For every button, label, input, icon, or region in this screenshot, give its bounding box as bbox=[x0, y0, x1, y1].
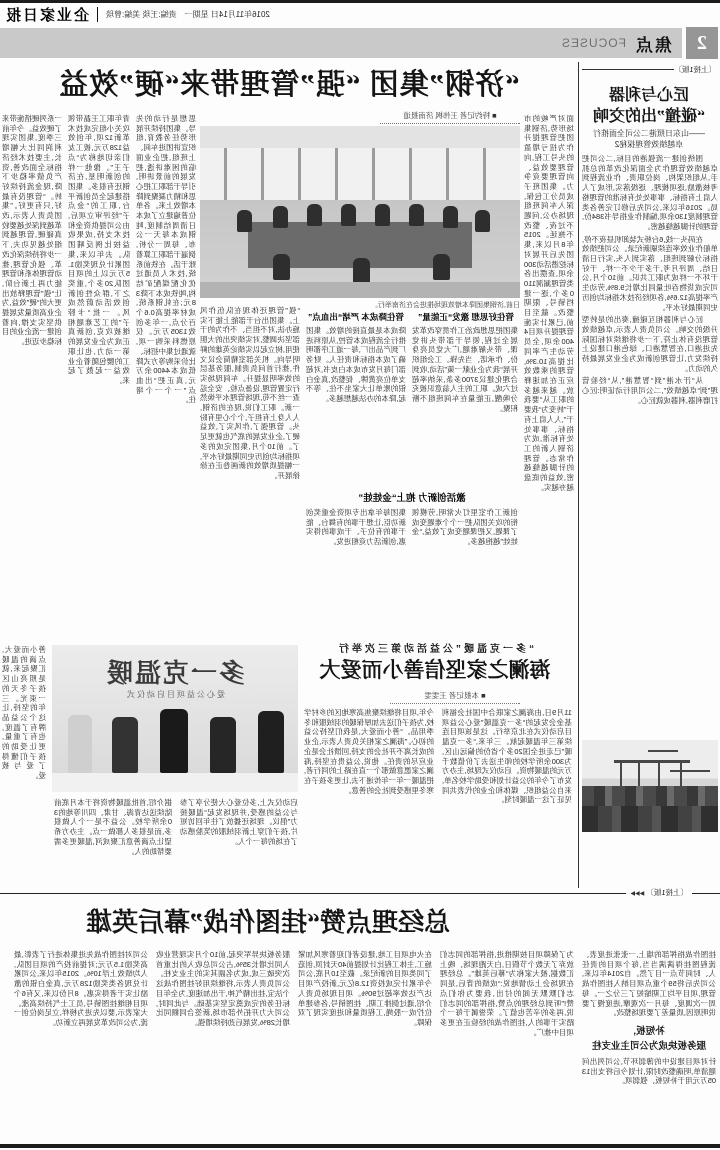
main-subhead-3: 激活创新力 抱上“金娃娃” bbox=[358, 493, 466, 504]
main-column: 青年职工王磊带领攻关小组完成技术革新12项,年创效益128万元,被工友们亲切地称为“点子王”。像他一样的创新明星,在济钢还有很多。集团搭建起全员创新平台,职工的“金点子”经评审立项后,由公司提供资金和技术支持,成果收益按比例反哺团队。去年以来,集团累计兑现奖励1.5万元以上的项目团队20多个,重奖之下,群众性创新创效活动蔚然成风。一批“卡脖子”的工艺难题相继被攻克,创新真正成为企业发展的第一动力,也让职工的腰包随着企业效益一起鼓了起来。 bbox=[68, 114, 130, 385]
bottom-continued-label: 〔上接1版〕 bbox=[646, 888, 688, 897]
main-column: 集团把思想政治工作贯穿改革发展全过程,领导干部带头讲党课、带头解难题,广大党员亮身份、作承诺、当先锋。工会组织开展“我为企业献一策”活动,收到合理化建议3700多条,采纳率超过六成。职工的主人翁意识被充分唤醒,正能量在车间班组不断积聚。 bbox=[412, 326, 518, 413]
person-silhouette bbox=[375, 204, 390, 226]
bottom-headline: 总经理点赞“挂图作战”幕后英雄 bbox=[86, 908, 451, 937]
hla-kicker: “多一克温暖”公益活动第三次举行 bbox=[336, 644, 534, 655]
crane-leg bbox=[620, 760, 622, 786]
sidebar-paragraph: 围绕创建一流强港的目标,二公司把卓越绩效管理作为全面深化改革的总抓手,从组织架构、岗位职责、作业流程到考核激励,逐项梳理、逐级落实,形成了人人肩上有指标、事事处处有标准的管理格局。2016年以来,公司先后修订完善各类管理制度130余项,编制作业指导书384份,管理的针脚越缝越密。 bbox=[582, 154, 718, 231]
main-headline: “济钢”集团 “强”管理带来“硬”效益 bbox=[58, 69, 520, 101]
hla-column: 善小而爱大,点滴的温暖汇聚起来,就是照亮山区孩子冬天的一束光。三年的坚持,让这个公益品牌有了温度,也有了重量,更让受助的孩子们懂得了爱与被爱。 bbox=[2, 645, 46, 781]
masthead-divider bbox=[97, 7, 98, 22]
sidebar-paragraph: 匠心与利器相互碰撞,奏出的是转型升级的交响。公司负责人表示,卓越绩效管理没有休止符,下一步将继续对标国际先进港口,在智慧港口、绿色港口建设上持续发力,让管理创新成为企业发展最持久的动力。 bbox=[582, 315, 718, 373]
bottom-column-5: 公司对挂图作战先进集体进行了表彰,最高奖励1.5万元;对提前投产的项目团队,人均绩效上浮10%。2015年以来,公司累计兑现各类奖励128万元,真金白银的激励让实干者得实惠。8月份以来,又有6个项目相继挂图销号,员工士气持续高涨。大家表示,要以先进为榜样,立足岗位创一流,为公司改革发展再立新功。 bbox=[14, 950, 148, 1027]
masthead-date: 2016年11月14日 星期一 bbox=[184, 9, 270, 19]
person-silhouette bbox=[433, 254, 450, 280]
masthead-editors: 责编:王琰 美编:曾琰 bbox=[106, 9, 177, 19]
person-silhouette bbox=[258, 711, 284, 773]
main-subhead-2: 管住降成本 严堵“出血点” bbox=[308, 312, 404, 322]
person-silhouette bbox=[273, 254, 290, 280]
person-silhouette bbox=[210, 717, 236, 773]
sidebar-headline-line2: “碰撞”出的交响 bbox=[593, 108, 706, 125]
crane-leg bbox=[680, 760, 682, 786]
stage-backdrop-subtitle: 爱心公益项目启动仪式 bbox=[125, 690, 225, 699]
main-byline: ■ 特约记者 王伟枫 济南报道 bbox=[380, 110, 520, 124]
hla-byline: ■ 本报记者 王雯雯 bbox=[390, 690, 520, 704]
sidebar-paragraph: 从“汗水港”到“智慧港”,从“经验管理”到“卓越绩效”,二公司用行动证明:匠心打磨利器,利器成就匠心。 bbox=[582, 376, 718, 405]
main-column: 集团每年拿出专项资金重奖创新功臣,让想干事的有舞台、能干事的有位子、干成事的得实惠,创新活力竞相迸发。 bbox=[306, 508, 406, 547]
sidebar-subtitle-line1: ——山东日照港二公司全面推行 bbox=[593, 129, 705, 138]
crane-jib-small bbox=[670, 770, 710, 772]
section-title-cn: 焦点 bbox=[634, 35, 672, 55]
sidebar-vertical-rule bbox=[578, 62, 579, 888]
hla-headline: 海澜之家坚信善小而爱大 bbox=[319, 658, 551, 682]
main-column: 一系列硬措施带来了硬效益。今年前三季度,集团实现利润同比大幅增长,主要技术经济指标全面改善,资产负债率稳步下降,现金流持续好转。“管理没有最好,只有更好。”集团负责人表示,改革越到深处越要较真碰硬,管理越到细处越见功夫,下一步将持续深化改革、强化管理,推动管理体系和管理能力再上新台阶,让“强”管理释放出更大的“硬”效益,为企业高质量发展提供坚实支撑,向着创建一流企业的目标稳步迈进。 bbox=[2, 114, 62, 347]
bottom-column-4: 服务板块异军突起,前10个月实现营业收入同比增长35%,占公司总收入的比重首次突破三成,成为名副其实的主业支柱。公司负责人表示,将继续用好挂图作战这个法宝,挂出精气神,干出加速度,为全年目标任务的完成奠定坚实基础。与此同时,公司大力开拓外部市场,新签合同额同比增长28%,发展后劲持续增强。 bbox=[156, 950, 290, 1027]
bottom-column-text: 针对项目建设中的薄弱环节,公司列出问题清单,明确整改时限,计划今后将支出1305万元用于补短板、强弱项。 bbox=[582, 1056, 716, 1086]
sidebar-continued-row bbox=[582, 64, 716, 75]
crane-leg bbox=[638, 760, 640, 786]
person-silhouette bbox=[475, 210, 490, 232]
section-band bbox=[0, 28, 682, 58]
sidebar-body bbox=[582, 154, 718, 736]
main-column: 创新工作室里灯火常明,劳模领衔的攻关团队把一个个难题变成了课题,又把课题变成了效益,“金娃娃”越抱越多。 bbox=[412, 508, 518, 547]
person-silhouette bbox=[160, 709, 188, 773]
crane-leg bbox=[658, 760, 660, 786]
sidebar-continued-label: 〔上接1版〕 bbox=[674, 65, 716, 74]
paper-name: 企业家日报 bbox=[4, 7, 90, 24]
person-silhouette bbox=[443, 206, 458, 228]
bottom-column-3: 在火电项目工地,建设者们迎着寒风加紧施工,主体工程比计划提前40天封顶,创造了同类项目的新纪录。截至10月底,公司今年累计完成投资12.8亿元,新投产项目达产达效率超过90%。项目现场负责人介绍,通过倒排工期、挂图销号,各参建单位拧成一股绳,工程质量和进度实现了双保障。 bbox=[298, 950, 432, 1027]
port-containers-photo bbox=[582, 740, 718, 832]
hla-column: 启动仪式上,多位爱心大使分享了参与公益的感受,并现场发起“温暖接力”倡议。现场还播放了往年回访短片,孩子们穿上新羽绒服的笑脸感动了在场的每一个人。 bbox=[180, 798, 298, 846]
bottom-column-2: 为了保障项目按期推进,指挥部的同志们放弃了无数个节假日,白天跑现场、晚上汇数据,被大家称为“幕后英雄”。总经理在现场会上动情地说:“成绩的背后,是同志们默默无闻的付出,我要为你们点赞!”听到总经理的点赞,指挥部的同志们说,再多的辛苦也值了。荣誉属于每一个踏实干事的人,挂图作战的经验正在更多项目中推广。 bbox=[440, 950, 574, 1037]
sidebar-continued-line bbox=[582, 69, 674, 70]
page-bottom-edge bbox=[0, 1144, 720, 1148]
masthead bbox=[2, 3, 720, 25]
bottom-continued-arrows: ▶▶▶ bbox=[630, 891, 645, 897]
page-number-box: 2 bbox=[686, 27, 718, 59]
person-silhouette bbox=[68, 715, 92, 773]
bottom-section-rule bbox=[0, 893, 720, 894]
photo-ceiling bbox=[200, 126, 520, 148]
stage-floor bbox=[52, 773, 298, 792]
stage-photo bbox=[52, 645, 298, 792]
hla-column: 11月9日,由海澜之家联合中国社会福利基金会发起的“多一克温暖”爱心公益项目启动仪式在北京举行。这是该项目连续第三年温暖起航。三年来,“多一克温暖”已走进全国20多个省份的偏远山区,为300余所学校的师生送去了价值数千万元的温暖物资。启动仪式现场,主办方发布了今年的公益计划和受助学校名单,来自公益组织、媒体和企业的代表共同见证了这一温暖时刻。 bbox=[442, 708, 572, 805]
person-silhouette bbox=[112, 717, 138, 773]
bottom-column-text: 挂图作战指挥部的墙上,一张张进度表、流程图挂得满满当当,每个项目的责任人、时间节点一目了然。自2014年以来,公司先后将59个重点项目纳入挂图作战管理,项目平均工期缩短了三分之一。每周一次调度、每月一次观摩,进度慢了要说明原因,质量差了要现场整改。 bbox=[582, 950, 716, 1018]
main-column: 思想是行动的先导。集团持续开展形势任务教育,组织宣讲团进车间、上班组,把企业面临的困难讲透,把发展的前景讲明,引导干部职工把心思和精力凝聚到降本增效上来。各单位普遍建立了成本日清周结制度,吨钢成本每天一公布、每周一分析,倒逼干部职工算着账干活。在铁前系统,技术人员通过优化配煤配矿结构,吨铁成本下降38元;在轧钢系统,成材率提高0.6个百分点,一年多创效1305万元。仅原燃料采购一项,就通过集中招标、比价采购等方式降低成本4400余万元,真正把“出血点”一个一个堵住。 bbox=[136, 114, 196, 405]
person-silhouette bbox=[341, 204, 356, 226]
person-silhouette bbox=[353, 258, 370, 284]
main-subhead-1: 管住好思想 激发“正能量” bbox=[418, 312, 514, 322]
main-column: 降成本是最直接的增效。集团推行全流程成本管控,从原料进厂到产品出厂,每一道工序都明确了成本指标和责任人。财务部门每月发布成本白皮书,对超支单位亮黄牌、促整改,真金白银的账单让大家坐不住、等不起,降本的办法越想越多。 bbox=[306, 326, 406, 403]
person-silhouette bbox=[273, 206, 288, 228]
conference-photo bbox=[200, 126, 520, 298]
hla-column: 据介绍,首批温暖物资将于本月底前陆续送达青海、甘肃、四川等地的30余所学校。公益不是一个人做很多,而是很多人都做一点。主办方希望让点滴善意汇聚成河,温暖更多需要帮助的人。 bbox=[54, 798, 172, 856]
container-row-front bbox=[582, 806, 718, 832]
person-silhouette bbox=[307, 204, 322, 226]
person-silhouette bbox=[237, 210, 252, 232]
stage-backdrop-title: 多一克温暖 bbox=[105, 659, 246, 688]
bottom-continued-marker bbox=[626, 887, 692, 898]
main-column: 面对严峻的市场形势,济钢集团把管理提升作为扭亏增盈的头号工程,向管理要效益、向管理要竞争力。集团班子成员分工包保,深入车间班组现场办公,问题不过夜、整改不拖延。2015年8月以来,集团先后开展对标挖潜活动300余项,查摆出各类管理漏洞1100多个,逐一建档销号、限期整改。截至目前,已累计实施管理提升项目4400余项,全员劳动生产率同比提高10.3%,管理的乘数效应正在加速释放。越来越多的职工从“要我干”转变为“我要干”,人人肩上有指标、事事处处有标准,成为济钢人新的工作常态。管理的针脚越缝越密,效益的底盘越夯越实。 bbox=[524, 114, 574, 492]
main-photo-caption: 日前,济钢集团降本增效现场推进会在济南举行。 bbox=[371, 302, 520, 309]
section-title-en: FOCUSES bbox=[560, 36, 626, 50]
photo-window-band bbox=[200, 148, 520, 200]
bottom-subhead-line2: 服务板块成为公司主业支柱 bbox=[592, 1040, 707, 1052]
crane-beam bbox=[614, 760, 690, 763]
hla-column: 今年,项目将继续聚焦高寒地区的乡村学校,为孩子们送去加厚保暖的羽绒服和冬季用品。“善小而爱大,是我们坚持公益的初心。”海澜之家相关负责人表示,企业的成长离不开社会的支持,回馈社会是企业应尽的责任。他说,公益贵在坚持,海澜之家愿意做那个一直在路上的同行者,把温暖一年一年传递下去,让更多孩子在寒冬里感受到社会的善意。 bbox=[304, 708, 434, 795]
sidebar-paragraph: 在码头一线,6台桥式装卸机昼夜不停,单船作业效率连续刷新纪录。公司把绩效指标分解到班组、落实到人头,实行日清日结、周评月考,干多干少不一样、干好干坏不一样成为职工共识。前10个月,公司完成货物吞吐量同比增长9.8%,劳动生产率提高12.6%,各项经济技术指标均创历史同期最好水平。 bbox=[582, 234, 718, 312]
container-row-back bbox=[582, 786, 718, 808]
bottom-subhead-line1: 补短板, bbox=[633, 1025, 665, 1037]
bottom-column-1 bbox=[582, 950, 716, 1146]
main-column: “强”管理还体现在队伍作风上。集团出台干部能上能下实施办法,对不担当、不作为的干部坚决调整,对实绩突出的大胆使用,树立起以实绩论英雄的鲜明导向。机关部室精简会议文件,推行首问负责制,服务基层的效率明显提升。车间现场实行定置管理,设备点检、安全巡查一丝不苟,现场管理水平焕然一新。职工们说,现在的济钢,人人身上有担子,个个心里有盼头。管理强了,作风实了,效益硬了,企业发展的底气也就更足了。前10个月,集团完成的多项指标均创历史同期最好水平,一幅提质增效的新画卷正在徐徐展开。 bbox=[200, 306, 300, 480]
crane-jib bbox=[648, 750, 678, 752]
sidebar-headline-line1: 匠心与利器 bbox=[609, 87, 690, 104]
person-silhouette bbox=[409, 204, 424, 226]
photo-floor bbox=[200, 282, 520, 298]
sidebar-subtitle-line2: 卓越绩效管理探秘2 bbox=[614, 140, 684, 149]
